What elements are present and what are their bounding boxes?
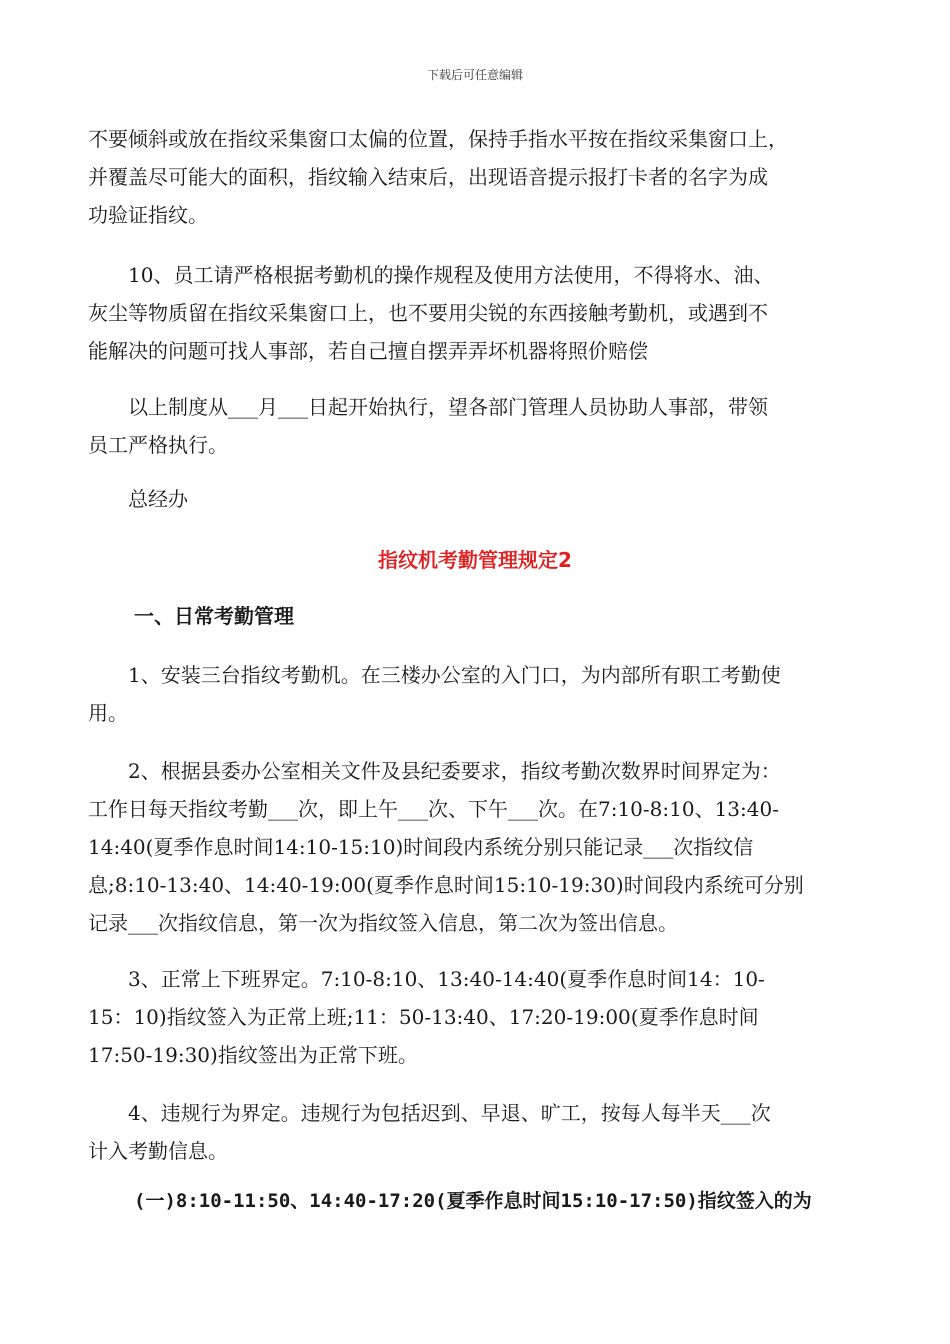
text-line: 记录___次指纹信息，第一次为指纹签入信息，第二次为签出信息。 (88, 911, 678, 935)
paragraph (88, 120, 868, 234)
paragraph (88, 388, 868, 464)
text-line: 员工严格执行。 (88, 433, 228, 457)
text-line: 功验证指纹。 (88, 203, 208, 227)
text-line: 14:40(夏季作息时间14:10-15:10)时间段内系统分别只能记录___次指纹信 (88, 835, 754, 859)
text-line: 17:50-19:30)指纹签出为正常下班。 (88, 1043, 418, 1067)
text-line: 能解决的问题可找人事部，若自己擅自摆弄弄坏机器将照价赔偿 (88, 339, 648, 363)
text-line: 用。 (88, 701, 128, 725)
signature-line (88, 480, 868, 518)
text-line: 计入考勤信息。 (88, 1139, 228, 1163)
text-line: 3、正常上下班界定。7:10-8:10、13:40-14:40(夏季作息时间14：10- (88, 967, 765, 991)
text-line: 灰尘等物质留在指纹采集窗口上，也不要用尖锐的东西接触考勤机，或遇到不 (88, 301, 768, 325)
bold-clause: (一)8:10-11:50、14:40-17:20(夏季作息时间15:10-17:50)指纹签入的为 (134, 1190, 812, 1212)
text-line: 以上制度从___月___日起开始执行，望各部门管理人员协助人事部，带领 (88, 395, 768, 419)
text-line: 10、员工请严格根据考勤机的操作规程及使用方法使用，不得将水、油、 (88, 263, 774, 287)
text-line: 4、违规行为界定。违规行为包括迟到、早退、旷工，按每人每半天___次 (88, 1101, 771, 1125)
text-line: 工作日每天指纹考勤___次，即上午___次、下午___次。在7:10-8:10、13:40- (88, 797, 779, 821)
header-note: 下载后可任意编辑 (426, 68, 523, 82)
paragraph (88, 256, 868, 370)
text-line: 2、根据县委办公室相关文件及县纪委要求，指纹考勤次数界时间界定为： (88, 759, 781, 783)
text-line: 息;8:10-13:40、14:40-19:00(夏季作息时间15:10-19:30)时间段内系统可分别 (88, 873, 804, 897)
text-line: 不要倾斜或放在指纹采集窗口太偏的位置，保持手指水平按在指纹采集窗口上， (88, 127, 788, 151)
text-line: 总经办 (88, 487, 188, 511)
text-line: 1、安装三台指纹考勤机。在三楼办公室的入门口，为内部所有职工考勤使 (88, 663, 781, 687)
section-title: 指纹机考勤管理规定2 (378, 548, 572, 572)
paragraph (88, 656, 868, 732)
paragraph (88, 960, 868, 1074)
paragraph (88, 1094, 868, 1170)
text-line: 15：10)指纹签入为正常上班;11：50-13:40、17:20-19:00(夏季作息时间 (88, 1005, 759, 1029)
text-line: 并覆盖尽可能大的面积，指纹输入结束后，出现语音提示报打卡者的名字为成 (88, 165, 768, 189)
section-heading: 一、日常考勤管理 (134, 604, 294, 628)
paragraph (88, 752, 868, 942)
